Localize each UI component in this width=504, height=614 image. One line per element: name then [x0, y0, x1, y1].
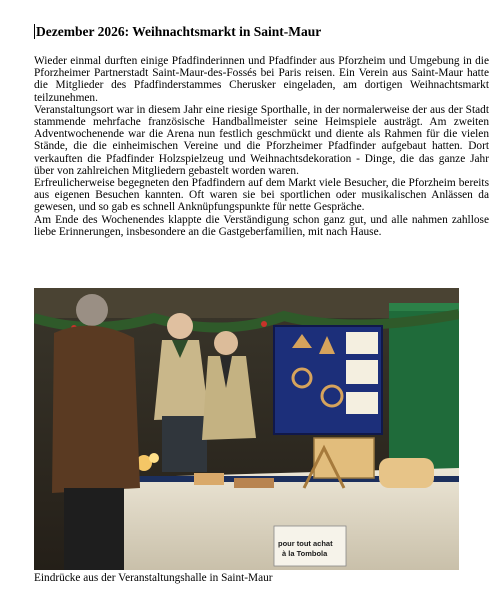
paragraph-4: Am Ende des Wochenendes klappte die Verständigung schon ganz gut, und alle nahmen zahllose liebe Erinnerungen, insbesondere an die Gastgeberfamilien, mit nach Hause.: [34, 213, 489, 238]
tombola-sign-line1: pour tout achat: [278, 539, 333, 548]
market-hall-photo: [34, 288, 459, 570]
photo-caption: Eindrücke aus der Veranstaltungshalle in Saint-Maur: [34, 572, 273, 584]
document-body: [34, 55, 489, 238]
paragraph-1: Wieder einmal durften einige Pfadfinderinnen und Pfadfinder aus Pforzheim und Umgebung in die Pforzheimer Partnerstadt Saint-Maur-des-Fossés bei Paris reisen. Ein Verein aus Saint-Maur hatte die Mitglieder des Pfadfinderstammes Cherusker eingeladen, am dortigen Weihnachtsmarkt teilzunehmen.: [34, 55, 489, 104]
paragraph-2: Veranstaltungsort war in diesem Jahr eine riesige Sporthalle, in der normalerweise der aus der Stadt stammende mehrfache französische Handballmeister seine Heimspiele austrägt. Am zweiten Adventwochenende war die Arena nun festlich geschmückt und diente als Rahmen für die vielen Stände, die die einheimischen Vereine und die Pforzheimer Pfadfinder aufgebaut hatten. Dort verkauften die Pfadfinder Holzspielzeug und Weihnachtsdekoration - Dinge, die das ganze Jahr über von zahlreichen Mitgliedern gebastelt worden waren.: [34, 103, 489, 177]
document-title: Dezember 2026: Weihnachtsmarkt in Saint-Maur: [36, 24, 322, 39]
paragraph-3: Erfreulicherweise begegneten den Pfadfindern auf dem Markt viele Besucher, die Pforzheim bereits aus eigenen Besuchen kannten. Oft waren sie bei sportlichen oder musikalischen Anlässen da gewesen, und so gab es schnell Anknüpfungspunkte für nette Gespräche.: [34, 177, 489, 214]
tombola-sign-line2: à la Tombola: [282, 549, 328, 558]
text-cursor: [34, 24, 35, 39]
